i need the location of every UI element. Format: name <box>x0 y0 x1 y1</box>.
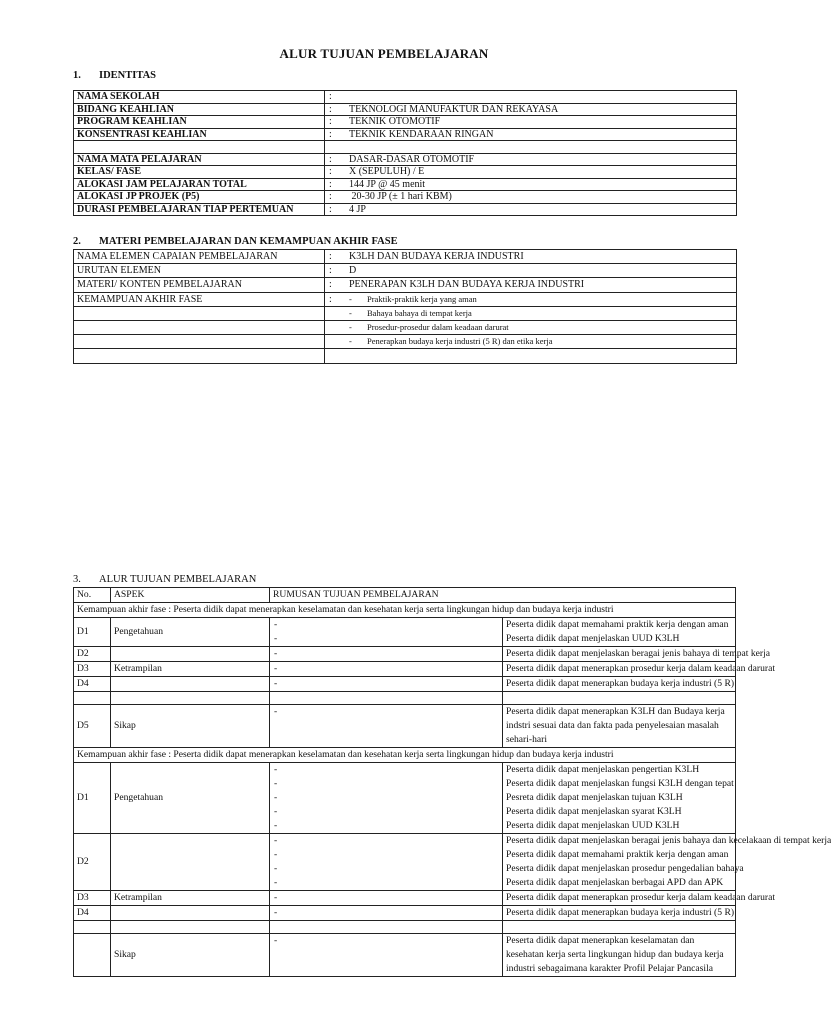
alur-aspek: Sikap <box>111 705 270 748</box>
rumusan-item: Peserta didik dapat menjelaskan beragai jenis bahaya dan kecelakaan di tempat kerja <box>506 835 831 846</box>
kemampuan-row <box>74 321 737 335</box>
dash-cell <box>270 906 503 921</box>
rumusan-item: Peserta didik dapat menjelaskan UUD K3LH <box>506 633 680 644</box>
kemampuan-key: KEMAMPUAN AKHIR FASE <box>77 293 203 305</box>
colon-separator: : <box>329 153 332 165</box>
identity-value: TEKNOLOGI MANUFAKTUR DAN REKAYASA <box>349 103 559 115</box>
alur-aspek <box>111 834 270 891</box>
rumusan-cell <box>503 705 736 748</box>
rumusan-item: Pesreta didik dapat menjelaskan tujuan K3LH <box>506 792 683 803</box>
identity-value-cell <box>325 178 737 191</box>
materi-row <box>74 264 737 278</box>
materi-value: D <box>349 265 357 277</box>
materi-key: MATERI/ KONTEN PEMBELAJARAN <box>74 278 325 292</box>
alur-row <box>74 677 736 692</box>
bullet-dash: - <box>274 935 278 946</box>
dash-cell <box>270 647 503 662</box>
identity-value: 4 JP <box>349 203 366 215</box>
kemampuan-item-cell <box>325 292 737 306</box>
rumusan-cell <box>503 906 736 921</box>
section-3-title: ALUR TUJUAN PEMBELAJARAN <box>99 574 257 585</box>
col-no-header: No. <box>74 588 111 603</box>
col-rumusan-header: RUMUSAN TUJUAN PEMBELAJARAN <box>270 588 736 603</box>
materi-value-cell <box>325 278 737 292</box>
alur-row <box>74 662 736 677</box>
identity-key: PROGRAM KEAHLIAN <box>74 116 325 129</box>
kemampuan-item: Praktik-praktik kerja yang aman <box>367 293 477 304</box>
kemampuan-item: Bahaya bahaya di tempat kerja <box>367 307 472 318</box>
alur-no: D2 <box>74 647 111 662</box>
identity-key: BIDANG KEAHLIAN <box>74 103 325 116</box>
empty-row <box>74 921 736 934</box>
identity-value-cell <box>325 191 737 204</box>
dash-cell <box>270 934 503 977</box>
identity-value: DASAR-DASAR OTOMOTIF <box>349 153 475 165</box>
dash-cell <box>270 705 503 748</box>
bullet-dash: - <box>274 892 278 903</box>
section-3-heading <box>73 574 256 585</box>
materi-value: PENERAPAN K3LH DAN BUDAYA KERJA INDUSTRI <box>349 279 585 291</box>
alur-aspek: Pengetahuan <box>111 618 270 647</box>
kemampuan-key-cell <box>74 292 325 306</box>
identity-table <box>73 90 737 216</box>
bullet-dash: - <box>274 907 278 918</box>
identity-row <box>74 153 737 166</box>
colon-separator: : <box>329 251 332 262</box>
kemampuan-row <box>74 292 737 306</box>
identity-value-cell <box>325 128 737 141</box>
bullet-dash: - <box>349 293 352 304</box>
bullet-dash: - <box>349 336 352 347</box>
rumusan-item: Peserta didik dapat menjelaskan berbagai APD dan APK <box>506 877 724 888</box>
rumusan-cell <box>503 934 736 977</box>
identity-key: ALOKASI JAM PELAJARAN TOTAL <box>74 178 325 191</box>
dash-cell <box>270 763 503 834</box>
identity-row <box>74 116 737 129</box>
identity-value: X (SEPULUH) / E <box>349 166 425 177</box>
bullet-dash: - <box>274 778 278 789</box>
empty-cell <box>503 692 736 705</box>
materi-row <box>74 250 737 264</box>
identity-row <box>74 128 737 141</box>
materi-key: URUTAN ELEMEN <box>74 264 325 278</box>
rumusan-cell <box>503 662 776 677</box>
bullet-dash: - <box>274 849 278 860</box>
kemampuan-key-cell <box>74 321 325 335</box>
section-3-number: 3. <box>73 574 81 585</box>
rumusan-item: Peserta didik dapat menjelaskan syarat K3LH <box>506 806 682 817</box>
rumusan-item: Peserta didik dapat menjelaskan fungsi K3LH dengan tepat <box>506 778 734 789</box>
kemampuan-item-cell <box>325 335 737 349</box>
kemampuan-key-cell <box>74 306 325 320</box>
kemampuan-item-cell <box>325 321 737 335</box>
rumusan-item: Peserta didik dapat menerapkan budaya kerja industri (5 R) <box>506 907 735 918</box>
alur-table <box>73 587 831 977</box>
rumusan-cell <box>503 677 736 692</box>
identity-key: KONSENTRASI KEAHLIAN <box>74 128 325 141</box>
identity-value: 20-30 JP (± 1 hari KBM) <box>349 191 452 202</box>
bullet-dash: - <box>274 863 278 874</box>
bullet-dash: - <box>274 619 278 630</box>
bullet-dash: - <box>274 706 278 717</box>
identity-row <box>74 91 737 104</box>
rumusan-item: Peserta didik dapat menerapkan keselamatan dan kesehatan kerja serta lingkungan hidup dan budaya kerja industri sebagaimana karakter Profil Pelajar Pancasila <box>506 935 724 974</box>
section-1-heading <box>73 70 156 81</box>
rumusan-item: Peserta didik dapat memahami praktik kerja dengan aman <box>506 849 729 860</box>
rumusan-item: Peserta didik dapat menjelaskan UUD K3LH <box>506 820 680 831</box>
dash-cell <box>270 662 503 677</box>
rumusan-item: Peserta didik dapat menjelaskan prosedur pengedalian bahaya <box>506 863 744 874</box>
identity-key: KELAS/ FASE <box>74 166 325 179</box>
identity-value-cell <box>325 103 737 116</box>
alur-no: D1 <box>74 618 111 647</box>
colon-separator: : <box>329 265 332 277</box>
alur-no: D2 <box>74 834 111 891</box>
identity-row <box>74 191 737 204</box>
colon-separator: : <box>329 203 332 215</box>
empty-row <box>74 349 737 363</box>
identity-row <box>74 178 737 191</box>
empty-cell <box>270 921 503 934</box>
col-aspek-header: ASPEK <box>111 588 270 603</box>
identity-value-cell <box>325 166 737 179</box>
alur-row <box>74 647 736 662</box>
dash-cell <box>270 618 503 647</box>
bullet-dash: - <box>274 820 278 831</box>
materi-table <box>73 249 737 364</box>
alur-no: D5 <box>74 705 111 748</box>
rumusan-item: Peserta didik dapat memahami praktik kerja dengan aman <box>506 619 729 630</box>
rumusan-cell <box>503 763 736 834</box>
kemampuan-item: Prosedur-prosedur dalam keadaan darurat <box>367 322 509 333</box>
identity-key: ALOKASI JP PROJEK (P5) <box>74 191 325 204</box>
rumusan-item: Peserta didik dapat menerapkan prosedur kerja dalam keadaan darurat <box>506 892 776 903</box>
alur-row <box>74 906 736 921</box>
kemampuan-row <box>74 306 737 320</box>
identity-row <box>74 203 737 216</box>
bullet-dash: - <box>274 792 278 803</box>
empty-cell <box>270 692 503 705</box>
alur-aspek <box>111 647 270 662</box>
materi-value-cell <box>325 250 737 264</box>
identity-key: DURASI PEMBELAJARAN TIAP PERTEMUAN <box>74 203 325 216</box>
bullet-dash: - <box>349 307 352 318</box>
identity-key: NAMA MATA PELAJARAN <box>74 153 325 166</box>
alur-no: D4 <box>74 677 111 692</box>
kemampuan-akhir-row <box>74 603 736 618</box>
kemampuan-akhir-row <box>74 748 736 763</box>
alur-row <box>74 834 736 891</box>
colon-separator: : <box>329 128 332 140</box>
alur-aspek <box>111 677 270 692</box>
rumusan-item: Peserta didik dapat menerapkan budaya kerja industri (5 R) <box>506 678 735 689</box>
kemampuan-row <box>74 335 737 349</box>
kemampuan-akhir-text: Kemampuan akhir fase : Peserta didik dapat menerapkan keselamatan dan kesehatan kerja serta lingkungan hidup dan budaya kerja industri <box>74 748 736 763</box>
dash-cell <box>270 677 503 692</box>
bullet-dash: - <box>274 648 278 659</box>
colon-separator: : <box>329 116 332 127</box>
section-1-number: 1. <box>73 70 81 81</box>
empty-cell <box>325 349 737 363</box>
colon-separator: : <box>329 178 332 190</box>
dash-cell <box>270 891 503 906</box>
identity-row <box>74 103 737 116</box>
materi-row <box>74 278 737 292</box>
identity-value-cell <box>325 116 737 129</box>
bullet-dash: - <box>274 764 278 775</box>
dash-cell <box>270 834 503 891</box>
rumusan-cell <box>503 834 831 891</box>
identity-value: TEKNIK KENDARAAN RINGAN <box>349 128 494 140</box>
alur-header-row <box>74 588 736 603</box>
empty-cell <box>111 921 270 934</box>
alur-no: D4 <box>74 906 111 921</box>
identity-value-cell <box>325 153 737 166</box>
identity-row <box>74 166 737 179</box>
colon-separator: : <box>329 103 332 115</box>
rumusan-cell <box>503 618 736 647</box>
alur-row <box>74 934 736 977</box>
kemampuan-item-cell <box>325 306 737 320</box>
alur-aspek: Ketrampilan <box>111 662 270 677</box>
alur-row <box>74 891 736 906</box>
empty-cell <box>74 921 111 934</box>
alur-aspek: Pengetahuan <box>111 763 270 834</box>
empty-row <box>74 692 736 705</box>
empty-cell <box>503 921 736 934</box>
kemampuan-akhir-text: Kemampuan akhir fase : Peserta didik dapat menerapkan keselamatan dan kesehatan kerja serta lingkungan hidup dan budaya kerja industri <box>74 603 736 618</box>
colon-separator: : <box>329 293 332 305</box>
empty-cell <box>74 349 325 363</box>
alur-no: D3 <box>74 891 111 906</box>
bullet-dash: - <box>274 678 278 689</box>
rumusan-item: Peserta didik dapat menerapkan prosedur kerja dalam keadaan darurat <box>506 663 776 674</box>
identity-row <box>74 141 737 154</box>
alur-aspek: Ketrampilan <box>111 891 270 906</box>
alur-no: D1 <box>74 763 111 834</box>
identity-value: 144 JP @ 45 menit <box>349 178 426 190</box>
identity-key <box>74 141 325 154</box>
colon-separator: : <box>329 279 332 291</box>
bullet-dash: - <box>274 663 278 674</box>
identity-value-cell <box>325 203 737 216</box>
section-2-title: MATERI PEMBELAJARAN DAN KEMAMPUAN AKHIR FASE <box>99 236 398 247</box>
alur-aspek <box>111 906 270 921</box>
colon-separator: : <box>329 166 332 177</box>
section-2-heading <box>73 236 398 247</box>
kemampuan-item: Penerapkan budaya kerja industri (5 R) dan etika kerja <box>367 336 553 347</box>
empty-cell <box>74 692 111 705</box>
rumusan-item: Peserta didik dapat menerapkan K3LH dan Budaya kerja indstri sesuai data dan fakta pada penyelesaian masalah sehari-hari <box>506 706 725 745</box>
empty-cell <box>111 692 270 705</box>
section-2-number: 2. <box>73 236 81 247</box>
identity-value: TEKNIK OTOMOTIF <box>349 116 441 127</box>
rumusan-cell <box>503 891 776 906</box>
materi-value: K3LH DAN BUDAYA KERJA INDUSTRI <box>349 251 524 262</box>
alur-row <box>74 618 736 647</box>
colon-separator: : <box>329 191 332 202</box>
materi-value-cell <box>325 264 737 278</box>
colon-separator: : <box>329 91 332 102</box>
bullet-dash: - <box>274 633 278 644</box>
alur-no <box>74 934 111 977</box>
rumusan-item: Peserta didik dapat menjelaskan pengertian K3LH <box>506 764 700 775</box>
rumusan-cell <box>503 647 770 662</box>
kemampuan-key-cell <box>74 335 325 349</box>
identity-value-cell <box>325 91 737 104</box>
page-title: ALUR TUJUAN PEMBELAJARAN <box>279 46 489 61</box>
identity-value-cell <box>325 141 737 154</box>
alur-aspek: Sikap <box>111 934 270 977</box>
bullet-dash: - <box>274 806 278 817</box>
alur-no: D3 <box>74 662 111 677</box>
bullet-dash: - <box>274 877 278 888</box>
alur-row <box>74 705 736 748</box>
alur-row <box>74 763 736 834</box>
section-1-title: IDENTITAS <box>99 70 156 81</box>
bullet-dash: - <box>349 322 352 333</box>
rumusan-item: Peserta didik dapat menjelaskan beragai jenis bahaya di tempat kerja <box>506 648 770 659</box>
materi-key: NAMA ELEMEN CAPAIAN PEMBELAJARAN <box>74 250 325 264</box>
bullet-dash: - <box>274 835 278 846</box>
identity-key: NAMA SEKOLAH <box>74 91 325 104</box>
